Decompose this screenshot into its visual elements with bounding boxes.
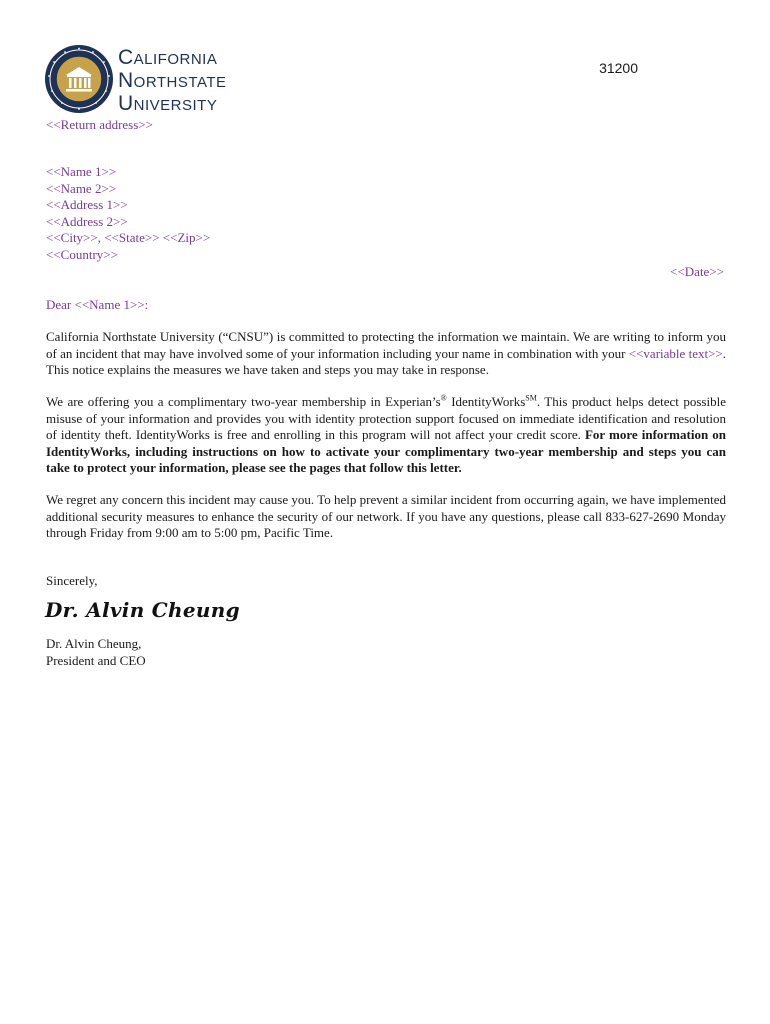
salutation: Dear <<Name 1>>: (46, 297, 149, 312)
paragraph-identityworks-text-a: We are offering you a complimentary two-year membership in Experian’s (46, 394, 441, 409)
university-logo (44, 44, 244, 114)
signer-block (46, 636, 146, 669)
closing: Sincerely, (46, 573, 98, 588)
wordmark-line-1: California (118, 46, 218, 69)
recipient-address-1: <<Address 1>> (46, 197, 128, 212)
paragraph-identityworks-text-b: IdentityWorks (446, 394, 526, 409)
paragraph-incident-text-a: California Northstate University (“CNSU”) is committed to protecting the information we maintain. We are writing to inform you of an incident that may have involved some of your information including your name in combination with your (46, 329, 726, 361)
recipient-city-state-zip: <<City>>, <<State>> <<Zip>> (46, 230, 211, 245)
variable-text-placeholder: <<variable text>> (628, 345, 723, 361)
service-mark: SM (525, 393, 537, 403)
recipient-name-2: <<Name 2>> (46, 180, 117, 196)
wordmark-line-3: University (118, 92, 218, 115)
university-wordmark (118, 46, 248, 115)
paragraph-incident (46, 329, 726, 379)
paragraph-identityworks (46, 394, 726, 477)
return-address: <<Return address>> (46, 117, 153, 132)
paragraph-identityworks-text-c: . This product helps detect possible misuse of your information and provides you with identity protection support focused on immediate identification and resolution of identity theft. IdentityWorks is free and enrolling in this program will not affect your credit score. (46, 394, 726, 442)
handwritten-signature: Dr. Alvin Cheung (45, 598, 240, 622)
letter-date: <<Date>> (670, 264, 724, 279)
signer-title: President and CEO (46, 652, 146, 668)
wordmark-line-2: Northstate (118, 69, 227, 92)
recipient-name-1: <<Name 1>> (46, 164, 117, 179)
recipient-country: <<Country>> (46, 246, 118, 262)
paragraph-incident-text-b: . This notice explains the measures we have taken and steps you may take in response. (46, 345, 726, 377)
signer-name: Dr. Alvin Cheung, (46, 636, 142, 651)
reference-number: 31200 (599, 60, 638, 76)
paragraph-identityworks-bold: For more information on IdentityWorks, including instructions on how to activate your complimentary two-year membership and steps you can take to protect your information, please see the pages that follow this letter. (46, 427, 726, 475)
recipient-address-block (46, 164, 210, 263)
paragraph-regret: We regret any concern this incident may cause you. To help prevent a similar incident from occurring again, we have implemented additional security measures to enhance the security of our network. If you have any questions, please call 833-627-2690 Monday through Friday from 9:00 am to 5:00 pm, Pacific Time. (46, 492, 726, 540)
registered-mark: ® (440, 393, 447, 403)
university-seal-icon (44, 44, 114, 114)
recipient-address-2: <<Address 2>> (46, 213, 128, 229)
